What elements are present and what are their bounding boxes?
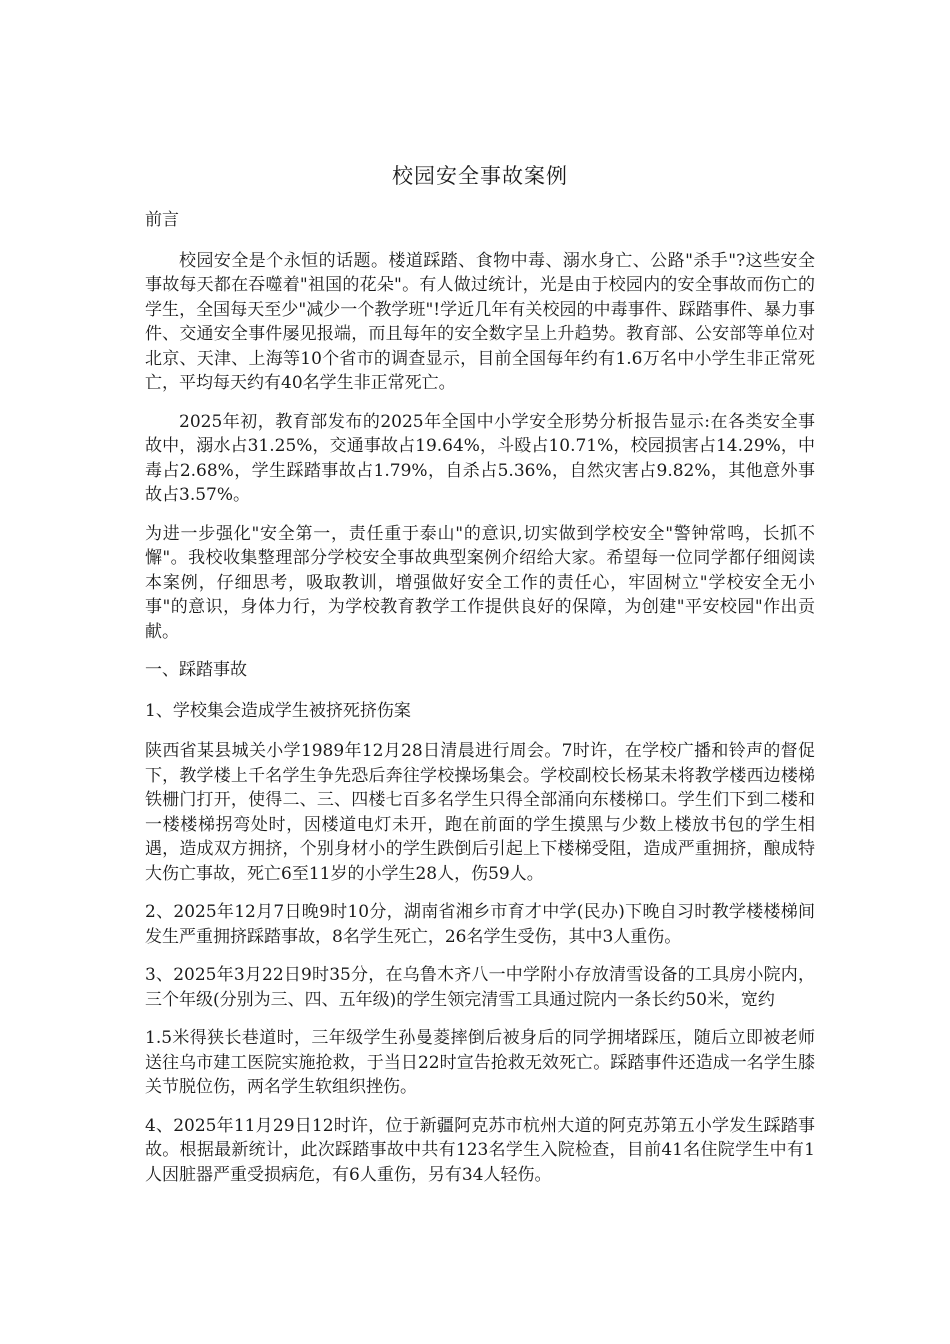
section-heading-stampede: 一、踩踏事故 bbox=[145, 660, 247, 680]
document-page bbox=[145, 160, 815, 1201]
preface-paragraph-3: 为进一步强化"安全第一，责任重于泰山"的意识,切实做到学校安全"警钟常鸣，长抓不懈"。我校收集整理部分学校安全事故典型案例介绍给大家。希望每一位同学都仔细阅读本案例，仔细思考，吸取教训，增强做好安全工作的责任心，牢固树立"学校安全无小事"的意识，身体力行，为学校教育教学工作提供良好的保障，为创建"平安校园"作出贡献。 bbox=[145, 523, 815, 642]
case-3-text-part-1: 3、2025年3月22日9时35分，在乌鲁木齐八一中学附小存放清雪设备的工具房小院内，三个年级(分别为三、四、五年级)的学生领完清雪工具通过院内一条长约50米，宽约 bbox=[145, 965, 815, 1010]
case-3-text-part-2: 1.5米得狭长巷道时，三年级学生孙曼菱摔倒后被身后的同学拥堵踩压，随后立即被老师送往乌市建工医院实施抢救，于当日22时宣告抢救无效死亡。踩踏事件还造成一名学生膝关节脱位伤，两名学生软组织挫伤。 bbox=[145, 1028, 815, 1097]
case-4-text: 4、2025年11月29日12时许，位于新疆阿克苏市杭州大道的阿克苏第五小学发生踩踏事故。根据最新统计，此次踩踏事故中共有123名学生入院检查，目前41名住院学生中有1人因脏器严重受损病危，有6人重伤，另有34人轻伤。 bbox=[145, 1115, 815, 1185]
preface-paragraph-2: 2025年初，教育部发布的2025年全国中小学安全形势分析报告显示:在各类安全事故中，溺水占31.25%，交通事故占19.64%，斗殴占10.71%，校园损害占14.29%，中毒占2.68%，学生踩踏事故占1.79%，自杀占5.36%，自然灾害占9.82%，其他意外事故占3.57%。 bbox=[145, 411, 815, 505]
preface-paragraph-1: 校园安全是个永恒的话题。楼道踩踏、食物中毒、溺水身亡、公路"杀手"?这些安全事故每天都在吞噬着"祖国的花朵"。有人做过统计，光是由于校园内的安全事故而伤亡的学生，全国每天至少"减少一个教学班"!学近几年有关校园的中毒事件、踩踏事件、暴力事件、交通安全事件屡见报端，而且每年的安全数字呈上升趋势。教育部、公安部等单位对北京、天津、上海等10个省市的调查显示，目前全国每年约有1.6万名中小学生非正常死亡，平均每天约有40名学生非正常死亡。 bbox=[145, 250, 815, 393]
case-2-text: 2、2025年12月7日晚9时10分，湖南省湘乡市育才中学(民办)下晚自习时教学楼楼梯间发生严重拥挤踩踏事故，8名学生死亡，26名学生受伤，其中3人重伤。 bbox=[145, 902, 815, 947]
preface-label: 前言 bbox=[145, 210, 179, 230]
case-1-text: 陕西省某县城关小学1989年12月28日清晨进行周会。7时许，在学校广播和铃声的督促下，教学楼上千名学生争先恐后奔往学校操场集会。学校副校长杨某未将教学楼西边楼梯铁栅门打开，使得二、三、四楼七百多名学生只得全部涌向东楼梯口。学生们下到二楼和一楼楼梯拐弯处时，因楼道电灯未开，跑在前面的学生摸黑与少数上楼放书包的学生相遇，造成双方拥挤，个别身材小的学生跌倒后引起上下楼梯受阻，造成严重拥挤，酿成特大伤亡事故，死亡6至11岁的小学生28人，伤59人。 bbox=[145, 741, 815, 884]
document-title: 校园安全事故案例 bbox=[392, 164, 568, 188]
case-1-heading: 1、学校集会造成学生被挤死挤伤案 bbox=[145, 700, 411, 721]
